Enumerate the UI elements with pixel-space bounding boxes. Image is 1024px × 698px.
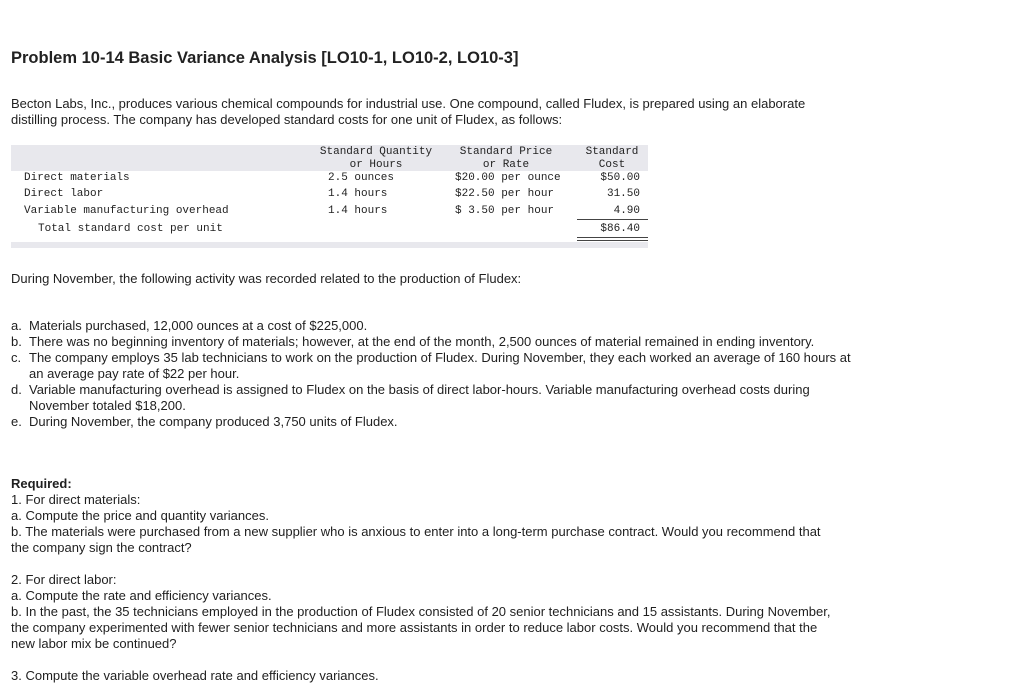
question-1: 1. For direct materials:	[11, 492, 141, 507]
header-price-line2: or Rate	[482, 159, 530, 171]
header-quantity-line2: or Hours	[349, 159, 403, 171]
question-2a: a. Compute the rate and efficiency variances.	[11, 588, 272, 603]
row-label-materials: Direct materials	[24, 172, 130, 184]
table-footer-shading	[11, 242, 648, 248]
subtotal-rule	[577, 219, 648, 220]
list-item-label: a.	[11, 318, 22, 333]
list-item-text: Materials purchased, 12,000 ounces at a cost of $225,000.	[29, 318, 368, 333]
question-3: 3. Compute the variable overhead rate and efficiency variances.	[11, 668, 379, 683]
row-quantity-overhead: 1.4 hours	[328, 205, 388, 217]
activity-intro: During November, the following activity was recorded related to the production of Fludex:	[11, 271, 522, 286]
header-quantity-line1: Standard Quantity	[319, 146, 433, 158]
row-price-overhead: $ 3.50 per hour	[455, 205, 555, 217]
header-price-line1: Standard Price	[459, 146, 553, 158]
row-quantity-materials: 2.5 ounces	[328, 172, 395, 184]
list-item	[11, 382, 851, 414]
list-item	[11, 318, 851, 334]
list-item-text: The company employs 35 lab technicians to work on the production of Fludex. During November, they each worked an average of 160 hours at an average pay rate of $22 per hour.	[29, 350, 851, 381]
question-2: 2. For direct labor:	[11, 572, 117, 587]
activity-list	[11, 318, 851, 430]
question-1b: b. The materials were purchased from a new supplier who is anxious to enter into a long-term purchase contract. Would you recommend that the company sign the contract?	[11, 524, 821, 555]
row-price-labor: $22.50 per hour	[455, 188, 555, 200]
total-cost: $86.40	[600, 223, 640, 235]
header-cost-line2: Cost	[598, 159, 626, 171]
row-price-materials: $20.00 per ounce	[455, 172, 561, 184]
intro-paragraph: Becton Labs, Inc., produces various chemical compounds for industrial use. One compound, called Fludex, is prepared using an elaborate distilling process. The company has developed standard costs for one unit of Fludex, as follows:	[11, 96, 806, 127]
required-section	[11, 476, 841, 684]
total-double-rule-1	[577, 237, 648, 238]
row-cost-overhead: 4.90	[613, 205, 640, 217]
list-item	[11, 414, 851, 430]
row-label-labor: Direct labor	[24, 188, 104, 200]
list-item	[11, 350, 851, 382]
row-quantity-labor: 1.4 hours	[328, 188, 388, 200]
list-item-text: Variable manufacturing overhead is assigned to Fludex on the basis of direct labor-hours. Variable manufacturing overhead costs during November totaled $18,200.	[29, 382, 810, 413]
row-cost-labor: 31.50	[606, 188, 640, 200]
list-item-text: There was no beginning inventory of materials; however, at the end of the month, 2,500 ounces of material remained in ending inventory.	[29, 334, 815, 349]
list-item-label: e.	[11, 414, 22, 429]
list-item-label: c.	[11, 350, 22, 365]
list-item	[11, 334, 851, 350]
total-double-rule-2	[577, 240, 648, 241]
question-1a: a. Compute the price and quantity variances.	[11, 508, 269, 523]
header-cost-line1: Standard	[585, 146, 639, 158]
list-item-label: b.	[11, 334, 22, 349]
total-label: Total standard cost per unit	[38, 223, 223, 235]
required-heading: Required:	[11, 476, 72, 491]
question-2b: b. In the past, the 35 technicians employed in the production of Fludex consisted of 20 senior technicians and 15 assistants. During November, the company experimented with fewer senior technicians and more assistants in order to reduce labor costs. Would you recommend that the new labor mix be continued?	[11, 604, 831, 651]
row-label-overhead: Variable manufacturing overhead	[24, 205, 229, 217]
list-item-text: During November, the company produced 3,750 units of Fludex.	[29, 414, 398, 429]
row-cost-materials: $50.00	[600, 172, 640, 184]
standard-cost-table	[11, 145, 648, 248]
list-item-label: d.	[11, 382, 22, 397]
problem-title: Problem 10-14 Basic Variance Analysis [LO10-1, LO10-2, LO10-3]	[11, 49, 519, 67]
